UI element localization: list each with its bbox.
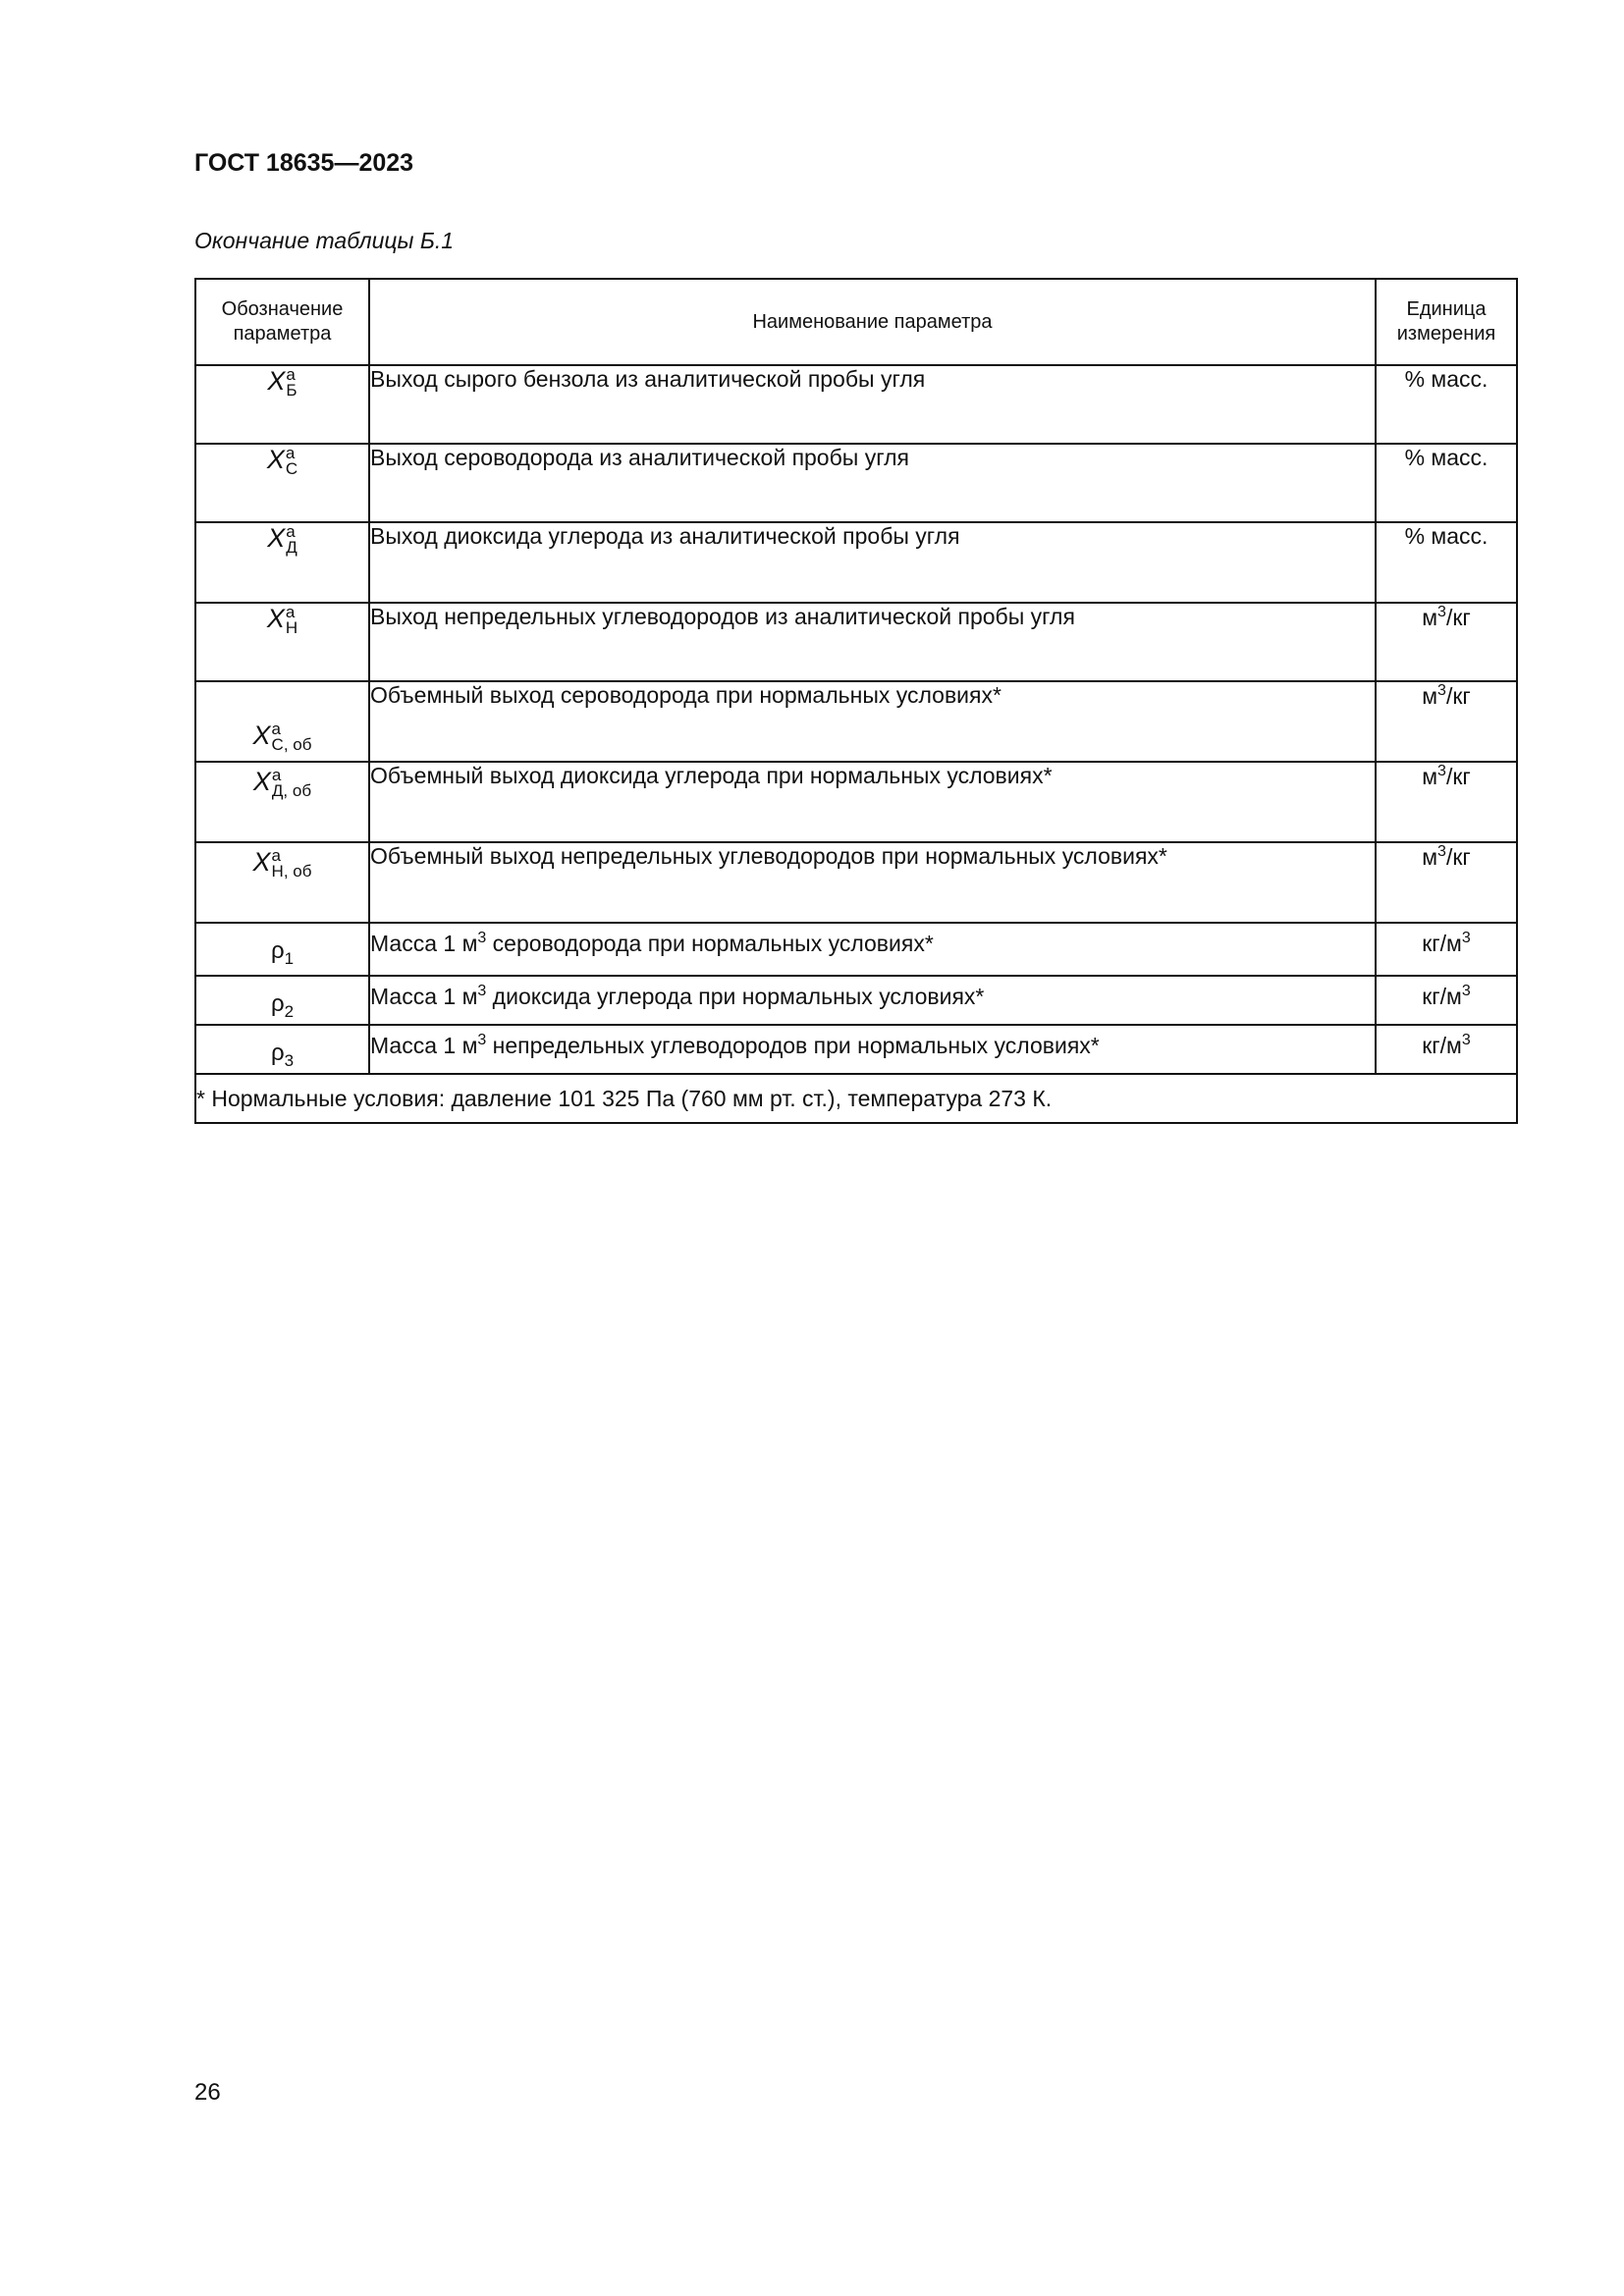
symbol-cell: [195, 365, 369, 444]
header-symbol: Обозначение параметра: [195, 279, 369, 365]
table-row: [195, 681, 1517, 762]
table-row: [195, 1025, 1517, 1074]
parameter-name: Выход непредельных углеводородов из аналитической пробы угля: [369, 603, 1376, 681]
name-post: непредельных углеводородов при нормальных условиях*: [486, 1033, 1100, 1058]
parameter-name: [369, 976, 1376, 1025]
unit-tail: /кг: [1445, 605, 1471, 630]
parameter-name: Объемный выход диоксида углерода при нормальных условиях*: [369, 762, 1376, 842]
table-header-row: [195, 279, 1517, 365]
symbol-superscript: а: [271, 720, 282, 738]
symbol-subscript: С, об: [271, 735, 312, 754]
name-superscript: 3: [477, 930, 487, 946]
parameter-name: [369, 923, 1376, 976]
parameter-name: Выход сырого бензола из аналитической пробы угля: [369, 365, 1376, 444]
symbol-cell: [195, 762, 369, 842]
unit-cell: [1376, 762, 1517, 842]
name-superscript: 3: [477, 983, 487, 999]
unit-cell: [1376, 976, 1517, 1025]
unit-cell: % масс.: [1376, 444, 1517, 522]
parameter-name: Выход диоксида углерода из аналитической пробы угля: [369, 522, 1376, 603]
parameter-name: Выход сероводорода из аналитической пробы угля: [369, 444, 1376, 522]
symbol-subscript: 3: [284, 1051, 295, 1070]
symbol-superscript: а: [286, 365, 296, 384]
table-row: [195, 762, 1517, 842]
symbol-cell: [195, 923, 369, 976]
symbol-subscript: Д, об: [271, 781, 312, 800]
unit-base: м: [1422, 605, 1438, 630]
symbol-subscript: Н: [285, 618, 298, 637]
symbol-cell: [195, 842, 369, 923]
name-pre: Масса 1 м: [370, 1033, 478, 1058]
symbol-subscript: Д: [286, 538, 298, 557]
unit-superscript: 3: [1461, 1032, 1471, 1048]
table-row: [195, 842, 1517, 923]
symbol-cell: [195, 444, 369, 522]
symbol-base: ρ: [270, 990, 285, 1017]
symbol-base: X: [266, 445, 285, 474]
symbol-subscript: 2: [284, 1002, 295, 1021]
parameter-name: [369, 1025, 1376, 1074]
table-row: [195, 603, 1517, 681]
symbol-superscript: а: [285, 444, 296, 462]
unit-superscript: 3: [1437, 843, 1446, 860]
parameter-name: Объемный выход сероводорода при нормальных условиях*: [369, 681, 1376, 762]
symbol-base: ρ: [270, 1040, 285, 1066]
unit-cell: [1376, 842, 1517, 923]
symbol-cell: [195, 522, 369, 603]
parameter-name: Объемный выход непредельных углеводородов при нормальных условиях*: [369, 842, 1376, 923]
name-post: диоксида углерода при нормальных условиях*: [486, 984, 985, 1009]
unit-superscript: 3: [1461, 930, 1471, 946]
unit-tail: /кг: [1445, 844, 1471, 870]
page-number: 26: [194, 2079, 221, 2106]
symbol-superscript: а: [271, 766, 282, 784]
symbol-base: X: [267, 523, 286, 553]
symbol-subscript: Б: [286, 381, 298, 400]
header-name: Наименование параметра: [369, 279, 1376, 365]
unit-cell: [1376, 923, 1517, 976]
unit-cell: % масс.: [1376, 365, 1517, 444]
unit-cell: [1376, 681, 1517, 762]
symbol-base: X: [252, 767, 271, 796]
unit-tail: /кг: [1445, 764, 1471, 789]
document-code: ГОСТ 18635—2023: [194, 149, 414, 177]
unit-tail: /кг: [1445, 683, 1471, 709]
unit-base: кг/м: [1422, 931, 1462, 956]
table-row: [195, 365, 1517, 444]
unit-superscript: 3: [1437, 763, 1446, 779]
symbol-base: X: [252, 847, 271, 877]
symbol-superscript: а: [285, 603, 296, 621]
symbol-cell: [195, 976, 369, 1025]
symbol-cell: [195, 681, 369, 762]
unit-base: кг/м: [1422, 1033, 1462, 1058]
symbol-subscript: С: [285, 459, 298, 478]
unit-base: м: [1422, 844, 1438, 870]
header-unit: Единица измерения: [1376, 279, 1517, 365]
name-post: сероводорода при нормальных условиях*: [486, 931, 934, 956]
unit-superscript: 3: [1461, 983, 1471, 999]
symbol-base: X: [252, 721, 271, 750]
name-superscript: 3: [477, 1032, 487, 1048]
parameters-table: [194, 278, 1518, 1124]
unit-base: кг/м: [1422, 984, 1462, 1009]
unit-cell: [1376, 603, 1517, 681]
unit-superscript: 3: [1437, 604, 1446, 620]
table-caption: Окончание таблицы Б.1: [194, 228, 455, 253]
symbol-subscript: 1: [284, 949, 295, 968]
symbol-subscript: Н, об: [271, 862, 312, 881]
name-pre: Масса 1 м: [370, 931, 478, 956]
table-row: [195, 976, 1517, 1025]
table-row: [195, 522, 1517, 603]
symbol-base: ρ: [270, 937, 285, 964]
symbol-base: X: [267, 366, 286, 396]
unit-cell: [1376, 1025, 1517, 1074]
unit-superscript: 3: [1437, 682, 1446, 699]
symbol-base: X: [266, 604, 285, 633]
table-footnote: * Нормальные условия: давление 101 325 Па (760 мм рт. ст.), температура 273 К.: [195, 1074, 1517, 1123]
table-row: [195, 923, 1517, 976]
table-footnote-row: [195, 1074, 1517, 1123]
table-row: [195, 444, 1517, 522]
name-pre: Масса 1 м: [370, 984, 478, 1009]
unit-base: м: [1422, 683, 1438, 709]
symbol-cell: [195, 1025, 369, 1074]
symbol-cell: [195, 603, 369, 681]
symbol-superscript: а: [271, 846, 282, 865]
symbol-superscript: а: [286, 522, 296, 541]
unit-base: м: [1422, 764, 1438, 789]
unit-cell: % масс.: [1376, 522, 1517, 603]
